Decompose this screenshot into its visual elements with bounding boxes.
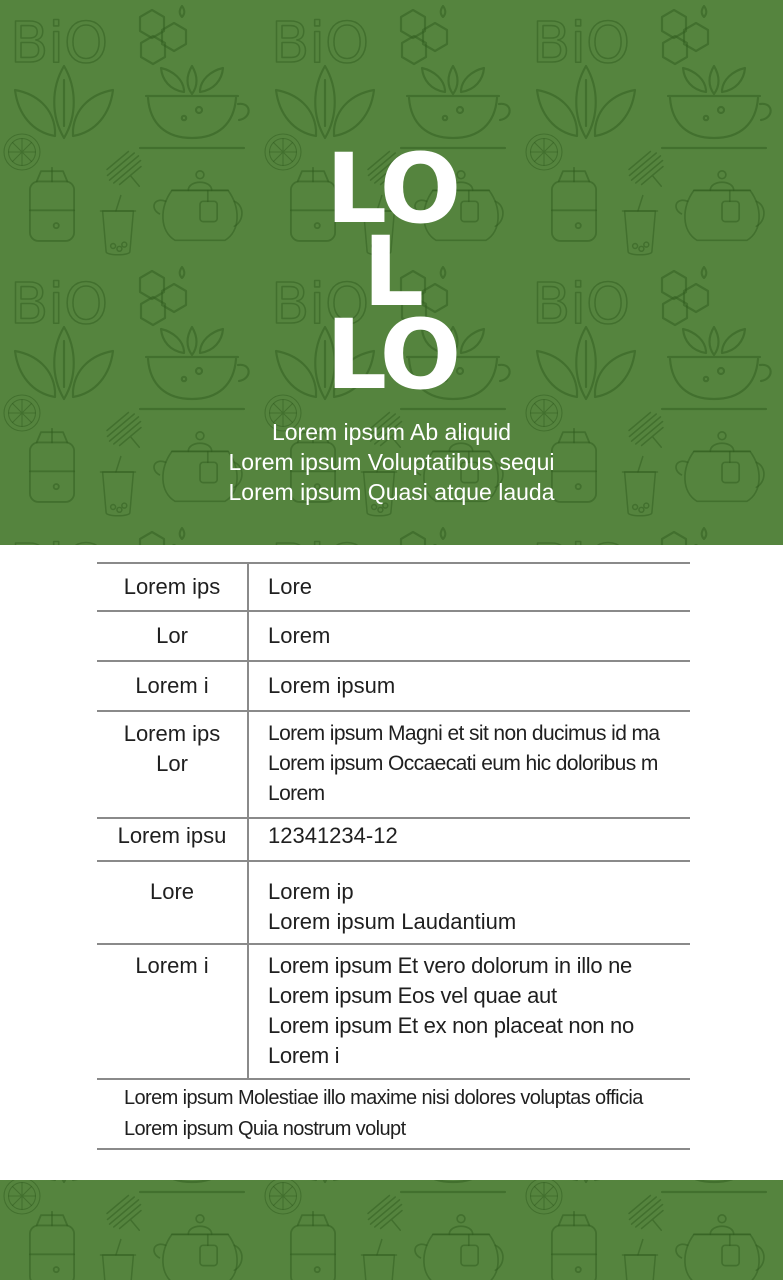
- value-line: Lorem ipsum Eos vel quae aut: [268, 983, 557, 1008]
- value-line: Lorem ipsum Laudantium: [268, 909, 517, 934]
- footer-green-band: [0, 1180, 783, 1280]
- label-line: Lorem i: [135, 673, 209, 698]
- row-value: [247, 564, 690, 610]
- value-line: Lorem: [268, 623, 331, 648]
- value-line: Lorem ipsum Et ex non placeat non no: [268, 1013, 634, 1038]
- logo-line-2: L: [362, 216, 421, 328]
- table-row: [97, 817, 690, 860]
- row-label: [97, 945, 247, 1078]
- table-row: [97, 610, 690, 660]
- value-line: Lorem: [268, 782, 325, 805]
- logo-line-1: LO: [325, 133, 458, 245]
- value-line: Lorem ipsum Occaecati eum hic doloribus m: [268, 752, 658, 775]
- row-label: [97, 712, 247, 817]
- label-line: Lore: [149, 879, 195, 904]
- row-value: [247, 612, 690, 660]
- table-row: [97, 943, 690, 1078]
- subtitle-line-3: Lorem ipsum Quasi atque lauda: [228, 479, 555, 505]
- subtitle-line-1: Lorem ipsum Ab aliquid: [271, 419, 512, 445]
- table-footnote: [97, 1078, 690, 1150]
- table-row: [97, 562, 690, 610]
- table-row: [97, 860, 690, 943]
- row-label: [97, 612, 247, 660]
- label-line: Lorem i: [135, 953, 209, 978]
- label-line: Lorem ipsu: [117, 823, 227, 848]
- header-subtitle: [0, 417, 783, 507]
- header: [0, 0, 783, 545]
- row-value: [247, 712, 690, 817]
- row-value: [247, 662, 690, 710]
- subtitle-line-2: Lorem ipsum Voluptatibus sequi: [228, 449, 555, 475]
- value-line: Lorem ipsum: [268, 673, 396, 698]
- logo-line-3: LO: [325, 299, 458, 411]
- column-divider: [247, 562, 249, 1078]
- footnote-line: Lorem ipsum Molestiae illo maxime nisi dolores voluptas officia: [124, 1087, 643, 1109]
- table-row: [97, 710, 690, 817]
- row-label: [97, 862, 247, 943]
- row-label: [97, 662, 247, 710]
- info-table: [97, 562, 690, 1150]
- row-label: [97, 819, 247, 860]
- table-row: [97, 660, 690, 710]
- label-line: Lor: [156, 623, 188, 648]
- value-line: 12341234-12: [268, 823, 398, 848]
- brand-logo: [0, 133, 783, 411]
- value-line: Lorem ipsum Et vero dolorum in illo ne: [268, 953, 632, 978]
- label-line: Lorem ips: [123, 721, 221, 746]
- value-line: Lorem ipsum Magni et sit non ducimus id ma: [268, 722, 660, 745]
- value-line: Lore: [268, 574, 313, 599]
- label-line: Lorem ips: [123, 574, 221, 599]
- label-line: Lor: [156, 751, 188, 776]
- value-line: Lorem i: [268, 1043, 340, 1068]
- row-value: [247, 945, 690, 1078]
- value-line: Lorem ip: [268, 879, 354, 904]
- row-label: [97, 564, 247, 610]
- row-value: [247, 862, 690, 943]
- row-value: [247, 819, 690, 860]
- footnote-line: Lorem ipsum Quia nostrum volupt: [124, 1118, 406, 1140]
